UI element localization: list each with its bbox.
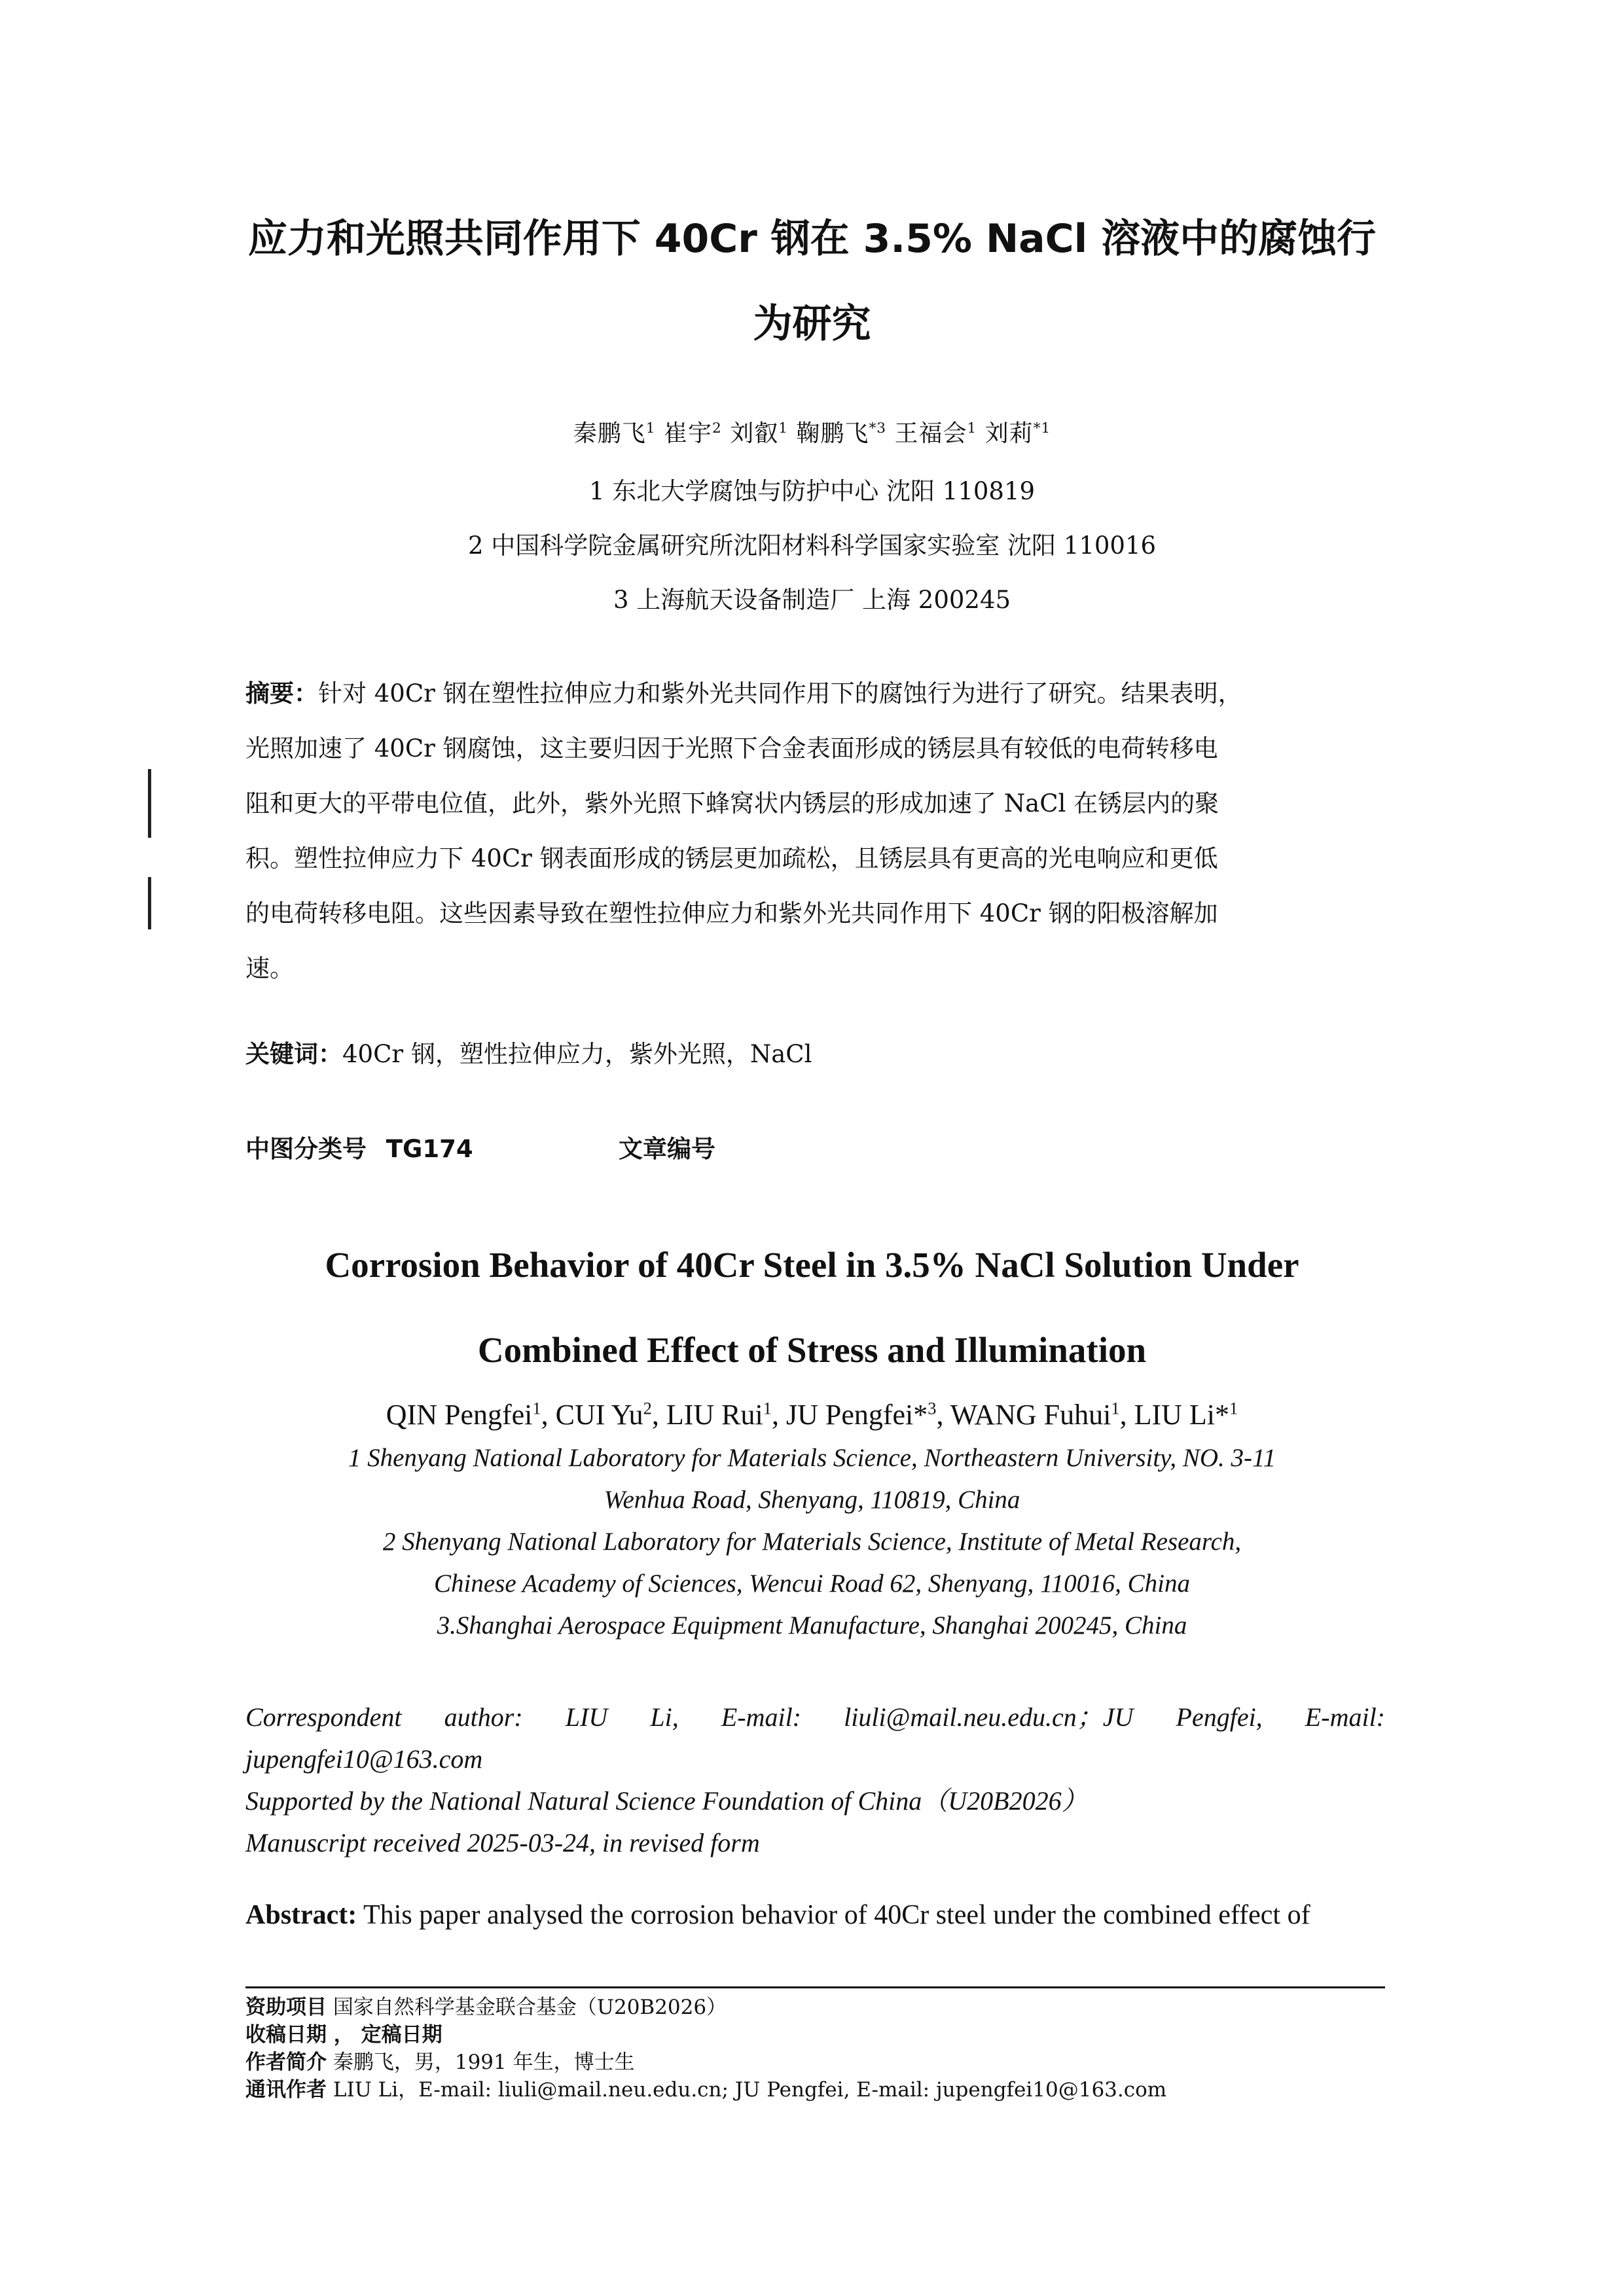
chinese-keywords [245, 1042, 1385, 1066]
author-en: LIU Li*$^1$ [1134, 1398, 1238, 1431]
english-affiliations [196, 1437, 1428, 1647]
revision-bar [148, 877, 151, 929]
chinese-author-list [196, 422, 1428, 446]
affiliation-line: 1 Shenyang National Laboratory for Materials Science, Northeastern University, NO. 3-11 [348, 1444, 1276, 1472]
chinese-affiliation-2: 2 中国科学院金属研究所沈阳材料科学国家实验室 沈阳 110016 [467, 531, 1157, 560]
footnote-funding: 资助项目 国家自然科学基金联合基金（U20B2026） [245, 1996, 727, 2019]
author-cn: 崔宇$^2$ [663, 420, 722, 447]
affiliation-line: 2 Shenyang National Laboratory for Materials Science, Institute of Metal Research, [382, 1528, 1242, 1556]
abstract-line: 摘要：针对 40Cr 钢在塑性拉伸应力和紫外光共同作用下的腐蚀行为进行了研究。结果表明， [245, 679, 1242, 708]
chinese-abstract [245, 666, 1385, 996]
abstract-line: 的电荷转移电阻。这些因素导致在塑性拉伸应力和紫外光共同作用下 40Cr 钢的阳极溶解加 [245, 899, 1218, 927]
keywords-text: 40Cr 钢，塑性拉伸应力，紫外光照，NaCl [342, 1040, 812, 1068]
correspondent-email: jupengfei10@163.com [245, 1744, 483, 1774]
english-abstract-text: This paper analysed the corrosion behavior of 40Cr steel under the combined effect of [363, 1900, 1310, 1930]
author-en: LIU Rui$^1$, [666, 1398, 786, 1431]
footnotes [245, 1994, 1398, 2104]
chinese-affiliation-1: 1 东北大学腐蚀与防护中心 沈阳 110819 [588, 477, 1036, 505]
author-en: JU Pengfei*$^3$, [785, 1398, 950, 1431]
chinese-title-line-1: 应力和光照共同作用下 40Cr 钢在 3.5% NaCl 溶液中的腐蚀行 [247, 216, 1377, 262]
footnote-corresponding: 通讯作者 LIU Li，E-mail: liuli@mail.neu.edu.cn; JU Pengfei, E-mail: jupengfei10@163.com [245, 2078, 1167, 2102]
english-abstract-label: Abstract: [245, 1900, 357, 1930]
abstract-label: 摘要： [245, 679, 318, 708]
abstract-line: 速。 [245, 954, 294, 982]
author-cn: 王福会$^1$ [894, 420, 977, 447]
footnote-author-bio: 作者简介 秦鹏飞，男，1991 年生，博士生 [245, 2051, 635, 2074]
english-author-list [196, 1398, 1428, 1431]
abstract-line: 光照加速了 40Cr 钢腐蚀，这主要归因于光照下合金表面形成的锈层具有较低的电荷转移电 [245, 734, 1218, 762]
author-en: QIN Pengfei$^1$, [386, 1398, 556, 1431]
footnote-rule [245, 1986, 1385, 1988]
author-cn: 秦鹏飞$^1$ [573, 420, 656, 447]
abstract-line: 积。塑性拉伸应力下 40Cr 钢表面形成的锈层更加疏松，且锈层具有更高的光电响应和更低 [245, 844, 1218, 872]
correspondence-block [245, 1696, 1385, 1864]
chinese-affiliation-3: 3 上海航天设备制造厂 上海 200245 [613, 586, 1011, 614]
author-cn: 鞠鹏飞$^{*3}$ [796, 420, 886, 447]
classification-label: 中图分类号 [245, 1135, 367, 1163]
author-cn: 刘叡$^1$ [730, 420, 788, 447]
affiliation-line: Wenhua Road, Shenyang, 110819, China [604, 1486, 1020, 1514]
english-abstract [245, 1901, 1385, 1929]
english-title-line-2: Combined Effect of Stress and Illumination [477, 1330, 1147, 1370]
classification-code: TG174 [386, 1135, 473, 1163]
keywords-label: 关键词： [245, 1040, 342, 1068]
abstract-line: 阻和更大的平带电位值，此外，紫外光照下蜂窝状内锈层的形成加速了 NaCl 在锈层内的聚 [245, 789, 1219, 817]
correspondent-line: Correspondent author: LIU Li, E-mail: liuli@mail.neu.edu.cn；JU Pengfei, E-mail: [245, 1702, 1385, 1732]
revision-bar [148, 769, 151, 838]
affiliation-line: Chinese Academy of Sciences, Wencui Road 62, Shenyang, 110016, China [434, 1570, 1190, 1598]
funding-line: Supported by the National Natural Science Foundation of China（U20B2026） [245, 1786, 1088, 1816]
author-en: WANG Fuhui$^1$, [950, 1398, 1134, 1431]
chinese-title-line-2: 为研究 [753, 301, 871, 347]
author-en: CUI Yu$^2$, [555, 1398, 666, 1431]
classification-line [245, 1137, 1385, 1161]
article-number-label: 文章编号 [619, 1135, 715, 1163]
author-cn: 刘莉$^{*1}$ [984, 420, 1051, 447]
received-line: Manuscript received 2025-03-24, in revised form [245, 1828, 760, 1857]
english-title-line-1: Corrosion Behavior of 40Cr Steel in 3.5% NaCl Solution Under [325, 1245, 1299, 1285]
footnote-dates: 收稿日期 ， 定稿日期 [245, 2023, 442, 2047]
affiliation-line: 3.Shanghai Aerospace Equipment Manufacture, Shanghai 200245, China [437, 1611, 1187, 1640]
